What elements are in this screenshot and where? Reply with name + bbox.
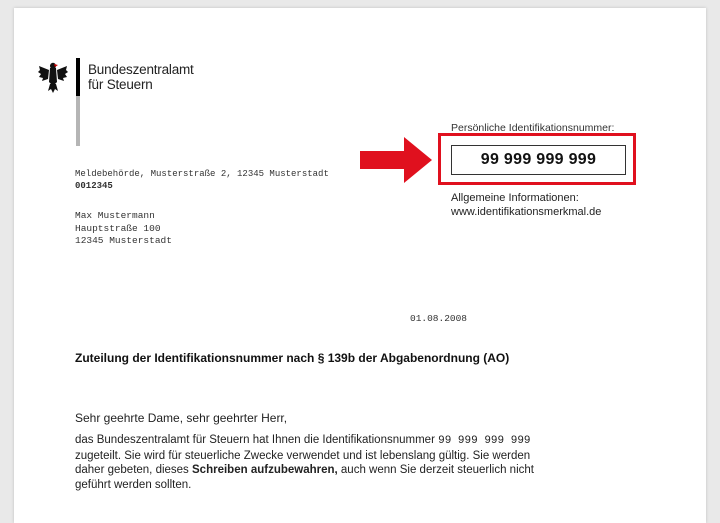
info-url: www.identifikationsmerkmal.de (451, 206, 602, 218)
body-line-3 (75, 463, 655, 478)
sender-code: 0012345 (75, 181, 113, 191)
agency-name-line2: für Steuern (88, 77, 153, 92)
id-number-box (451, 145, 626, 175)
letter-subject: Zuteilung der Identifikationsnummer nach § 139b der Abgabenordnung (AO) (75, 351, 510, 365)
sender-address: Meldebehörde, Musterstraße 2, 12345 Musterstadt (75, 169, 329, 179)
recipient-address (75, 210, 172, 248)
agency-name (88, 62, 194, 92)
logo-bar (76, 58, 80, 96)
arrow-right-icon (360, 137, 432, 183)
letter-date: 01.08.2008 (410, 313, 468, 324)
letter-body (75, 433, 655, 492)
general-info (451, 191, 601, 219)
id-number: 99 999 999 999 (480, 151, 597, 168)
recipient-street: Hauptstraße 100 (75, 222, 161, 234)
body-text-segment: daher gebeten, dieses (75, 464, 193, 476)
agency-name-line1: Bundeszentralamt (88, 62, 194, 77)
logo-bar-shadow (76, 96, 80, 146)
body-line-1 (75, 433, 655, 449)
id-label: Persönliche Identifikationsnummer: (451, 122, 615, 134)
letter-salutation: Sehr geehrte Dame, sehr geehrter Herr, (75, 411, 288, 425)
federal-eagle-icon (38, 60, 68, 94)
recipient-name: Max Mustermann (75, 210, 155, 221)
body-text-segment: das Bundeszentralamt für Steuern hat Ihnen die Identifikationsnummer (75, 434, 439, 446)
info-label: Allgemeine Informationen: (451, 192, 579, 204)
body-id-number: 99 999 999 999 (438, 435, 531, 447)
recipient-city: 12345 Musterstadt (75, 235, 172, 246)
body-line-4: geführt werden sollten. (75, 478, 192, 491)
body-emphasis: Schreiben aufzubewahren, (192, 464, 338, 476)
body-text-segment: auch wenn Sie derzeit steuerlich nicht (337, 464, 534, 476)
body-line-2: zugeteilt. Sie wird für steuerliche Zwecke verwendet und ist lebenslang gültig. Sie werden (75, 449, 531, 462)
letter-page (14, 8, 706, 523)
sender-block (75, 168, 329, 192)
